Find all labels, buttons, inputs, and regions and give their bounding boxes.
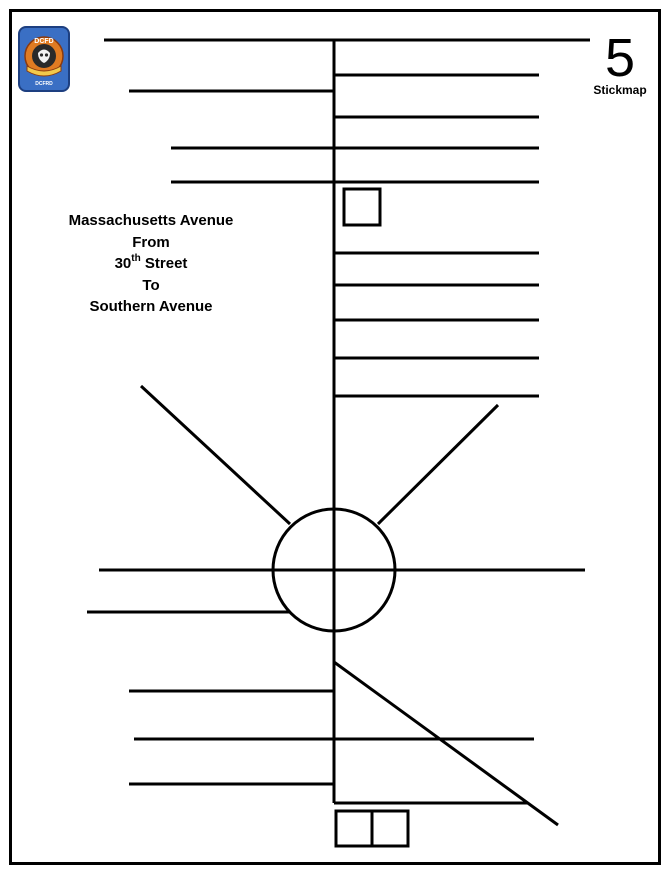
map-title [40,210,262,318]
map-label: Stickmap [593,83,647,97]
title-line: To [142,276,160,294]
fire-department-patch-icon [18,26,70,92]
diagonal-street-lower [334,662,558,825]
title-line: Southern Avenue [89,298,213,315]
logo-text-bottom: DCFRD [35,81,53,87]
title-ordinal-suffix: th [131,253,141,264]
title-line [40,253,262,275]
building-square [344,189,380,225]
title-street-number: 30 [114,255,132,272]
diagonal-street-right [378,405,498,524]
map-number: 5 [604,28,636,88]
title-line: From [132,233,170,251]
diagonal-street-left [141,386,290,524]
title-line: Massachusetts Avenue [68,212,234,229]
title-street-word: Street [140,255,188,272]
logo-text-top: DCFD [34,38,54,45]
